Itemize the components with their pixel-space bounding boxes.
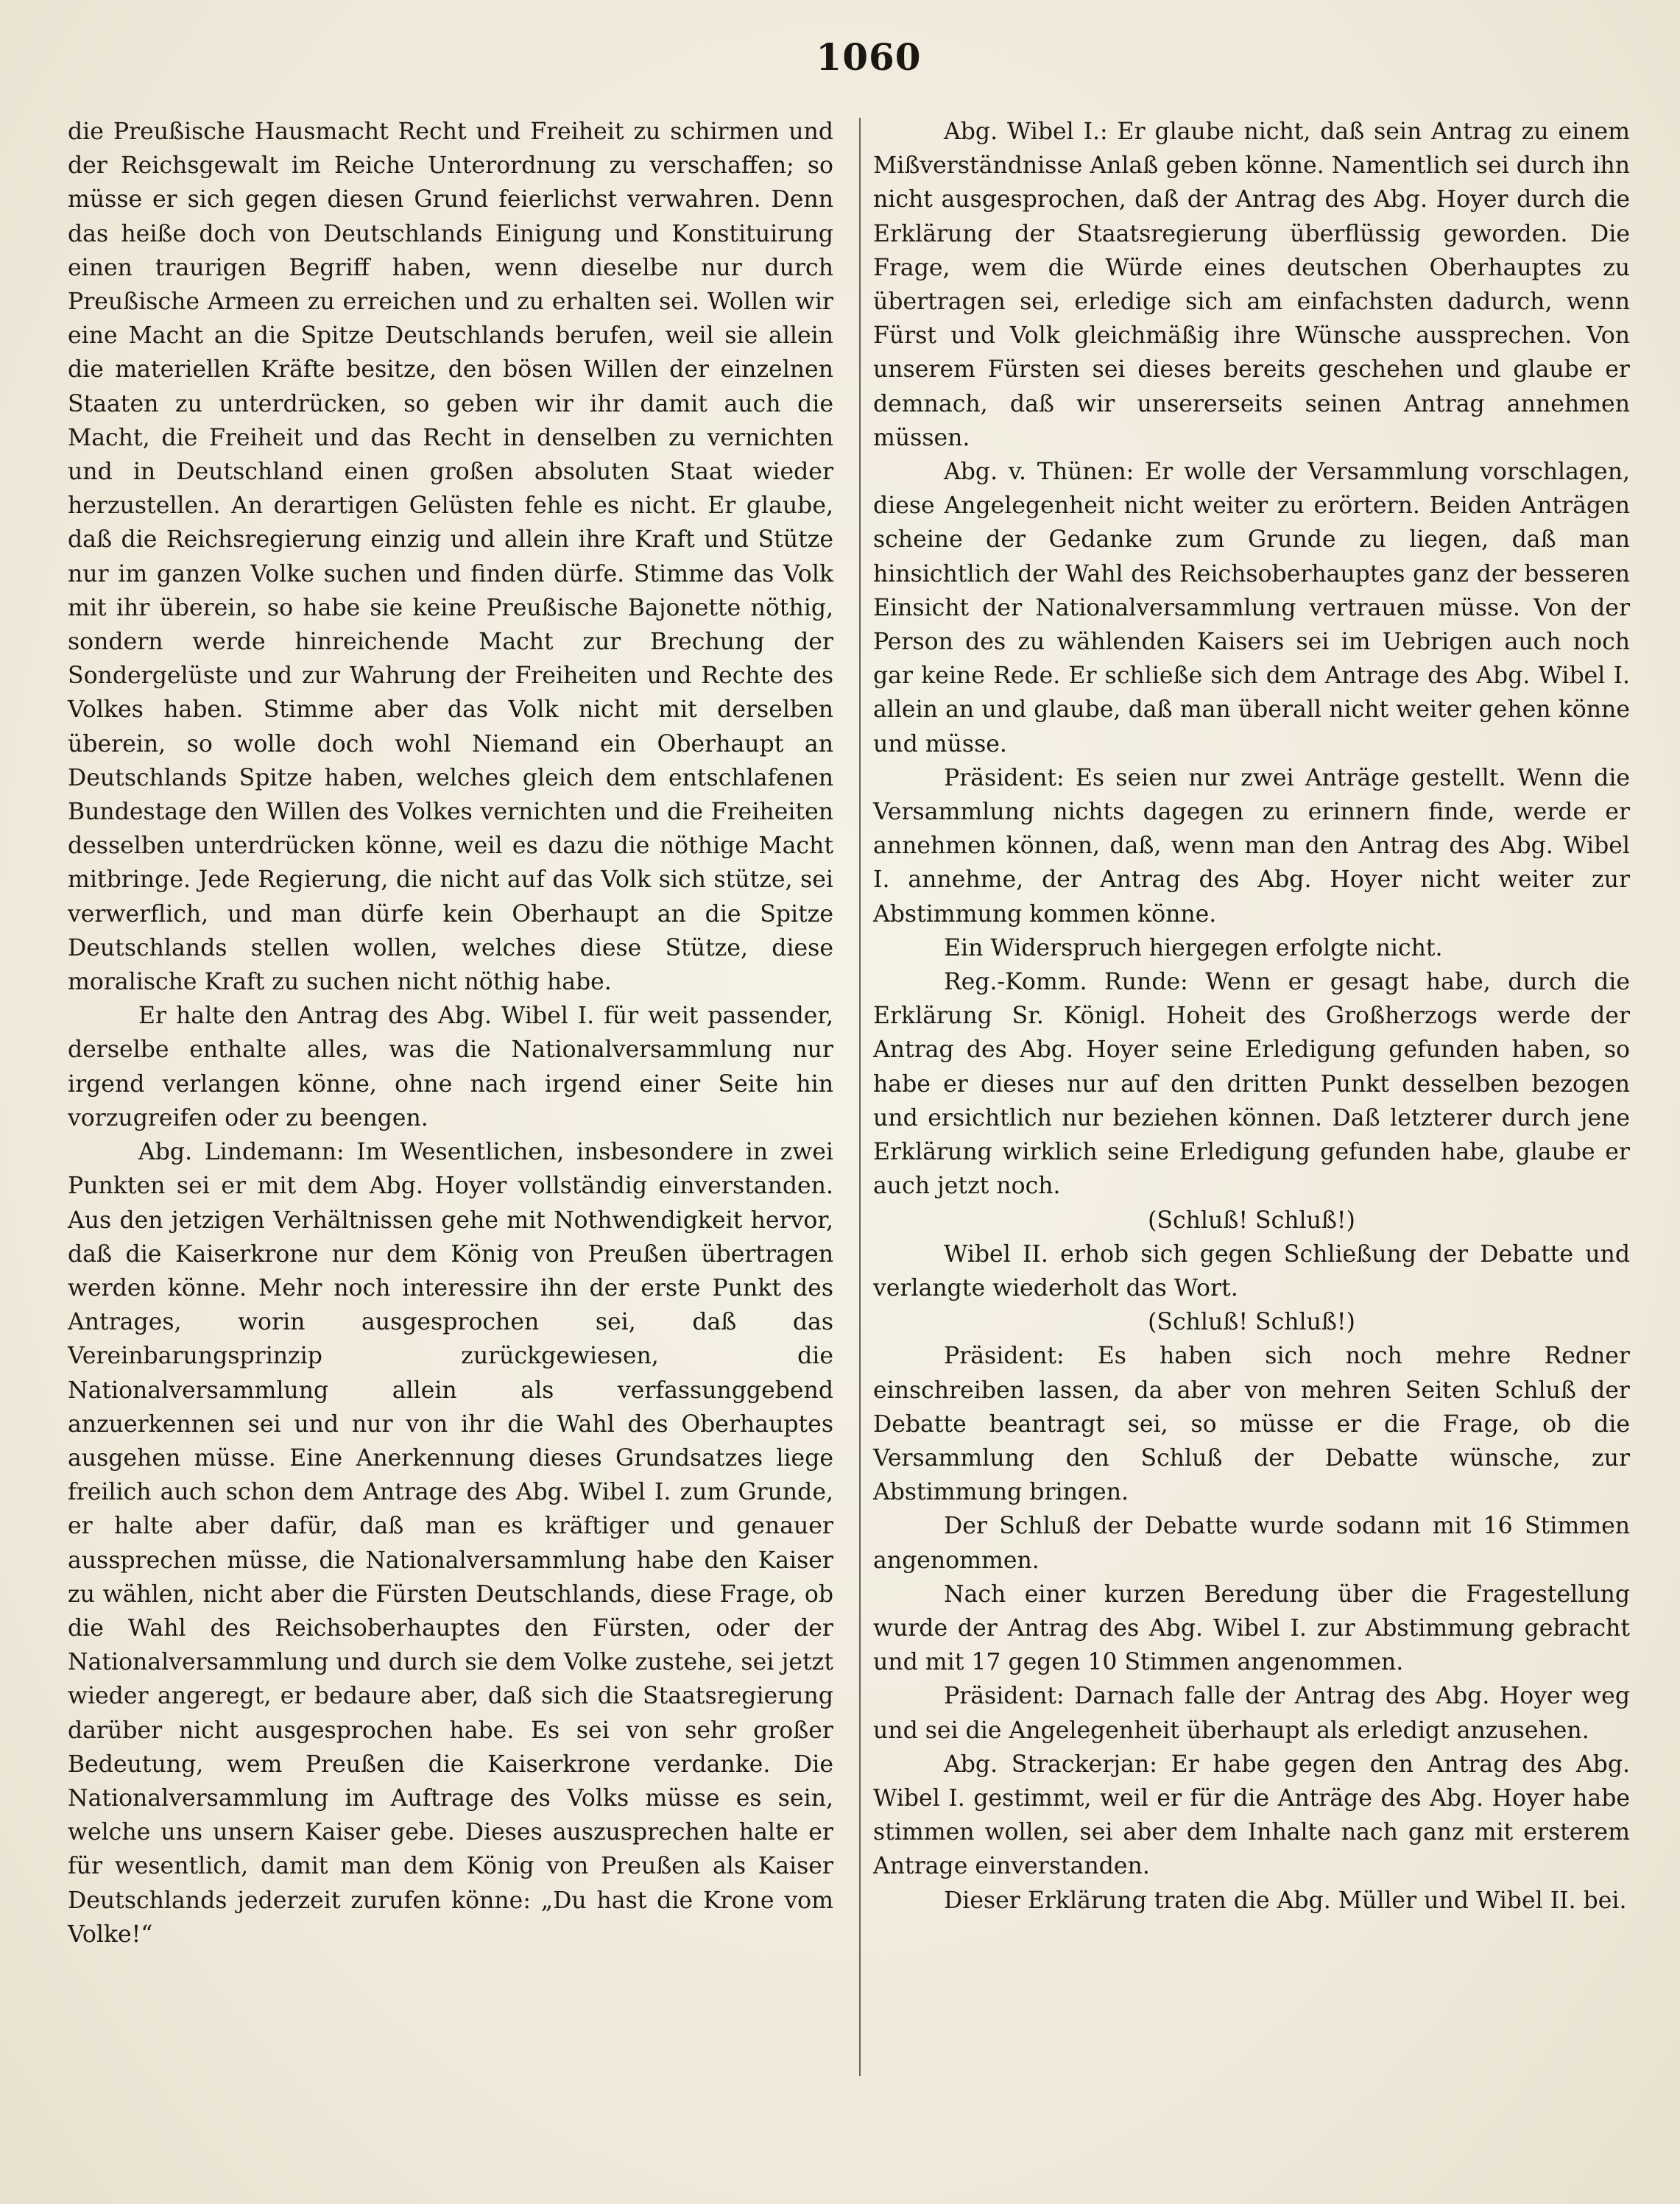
paragraph-right-1: Abg. Wibel I.: Er glaube nicht, daß sein Antrag zu einem Mißverständnisse Anlaß geben könne. Namentlich sei durch ihn nicht ausgesprochen, daß der Antrag des Abg. Hoyer durch die Erklärung der Staatsregierung überflüssig geworden. Die Frage, wem die Würde eines deutschen Oberhauptes zu übertragen sei, erledige sich am einfachsten dadurch, wenn Fürst und Volk gleichmäßig ihre Wünsche aussprechen. Von unserem Fürsten sei dieses bereits geschehen und glaube er demnach, daß wir unsererseits seinen Antrag annehmen müssen. <box>873 119 1630 451</box>
page-number: 1060 <box>816 35 922 79</box>
paragraph-right-4: Ein Widerspruch hiergegen erfolgte nicht. <box>944 934 1443 961</box>
paragraph-right-10: Der Schluß der Debatte wurde sodann mit 16 Stimmen angenommen. <box>873 1513 1630 1574</box>
paragraph-right-14: Dieser Erklärung traten die Abg. Müller und Wibel II. bei. <box>944 1887 1627 1914</box>
paragraph-right-9: Präsident: Es haben sich noch mehre Redner einschreiben lassen, da aber von mehren Seiten Schluß der Debatte beantragt sei, so müsse er die Frage, ob die Versammlung den Schluß der Debatte wünsche, zur Abstimmung bringen. <box>873 1343 1630 1506</box>
column-divider <box>859 118 861 2076</box>
paragraph-left-2: Er halte den Antrag des Abg. Wibel I. für weit passender, derselbe enthalte alles, was die Nationalversammlung nur irgend verlangen könne, ohne nach irgend einer Seite hin vorzugreifen oder zu beengen. <box>68 1003 833 1131</box>
interjection-1: (Schluß! Schluß!) <box>1148 1207 1355 1234</box>
paragraph-right-12: Präsident: Darnach falle der Antrag des Abg. Hoyer weg und sei die Angelegenheit überhaupt als erledigt anzusehen. <box>873 1683 1630 1744</box>
paragraph-right-11: Nach einer kurzen Beredung über die Fragestellung wurde der Antrag des Abg. Wibel I. zur Abstimmung gebracht und mit 17 gegen 10 Stimmen angenommen. <box>873 1580 1630 1676</box>
paragraph-right-2: Abg. v. Thünen: Er wolle der Versammlung vorschlagen, diese Angelegenheit nicht weiter zu erörtern. Beiden Anträgen scheine der Gedanke zum Grunde zu liegen, daß man hinsichtlich der Wahl des Reichsoberhauptes ganz der besseren Einsicht der Nationalversammlung vertrauen müsse. Von der Person des zu wählenden Kaisers sei im Uebrigen auch noch gar keine Rede. Er schließe sich dem Antrage des Abg. Wibel I. allein an und glaube, daß man überall nicht weiter gehen könne und müsse. <box>873 459 1630 757</box>
paragraph-right-3: Präsident: Es seien nur zwei Anträge gestellt. Wenn die Versammlung nichts dagegen zu erinnern finde, werde er annehmen können, daß, wenn man den Antrag des Abg. Wibel I. annehme, der Antrag des Abg. Hoyer nicht weiter zur Abstimmung kommen könne. <box>873 764 1630 928</box>
left-column <box>68 115 833 1952</box>
right-column <box>873 115 1630 1918</box>
paragraph-right-13: Abg. Strackerjan: Er habe gegen den Antrag des Abg. Wibel I. gestimmt, weil er für die Anträge des Abg. Hoyer habe stimmen wollen, sei aber dem Inhalte nach ganz mit ersterem Antrage einverstanden. <box>873 1751 1630 1880</box>
paragraph-left-3: Abg. Lindemann: Im Wesentlichen, insbesondere in zwei Punkten sei er mit dem Abg. Hoyer vollständig einverstanden. Aus den jetzigen Verhältnissen gehe mit Nothwendigkeit hervor, daß die Kaiserkrone nur dem König von Preußen übertragen werden könne. Mehr noch interessire ihn der erste Punkt des Antrages, worin ausgesprochen sei, daß das Vereinbarungsprinzip zurückgewiesen, die Nationalversammlung allein als verfassunggebend anzuerkennen sei und nur von ihr die Wahl des Oberhauptes ausgehen müsse. Eine Anerkennung dieses Grundsatzes liege freilich auch schon dem Antrage des Abg. Wibel I. zum Grunde, er halte aber dafür, daß man es kräftiger und genauer aussprechen müsse, die Nationalversammlung habe den Kaiser zu wählen, nicht aber die Fürsten Deutschlands, diese Frage, ob die Wahl des Reichsoberhauptes den Fürsten, oder der Nationalversammlung und durch sie dem Volke zustehe, sei jetzt wieder angeregt, er bedaure aber, daß sich die Staatsregierung darüber nicht ausgesprochen habe. Es sei von sehr großer Bedeutung, wem Preußen die Kaiserkrone verdanke. Die Nationalversammlung im Auftrage des Volks müsse es sein, welche uns unsern Kaiser gebe. Dieses auszusprechen halte er für wesentlich, damit man dem König von Preußen als Kaiser Deutschlands jederzeit zurufen könne: „Du hast die Krone vom Volke!“ <box>68 1139 833 1948</box>
paragraph-left-1: die Preußische Hausmacht Recht und Freiheit zu schirmen und der Reichsgewalt im Reiche Unterordnung zu verschaffen; so müsse er sich gegen diesen Grund feierlichst verwahren. Denn das heiße doch von Deutschlands Einigung und Konstituirung einen traurigen Begriff haben, wenn dieselbe nur durch Preußische Armeen zu erreichen und zu erhalten sei. Wollen wir eine Macht an die Spitze Deutschlands berufen, weil sie allein die materiellen Kräfte besitze, den bösen Willen der einzelnen Staaten zu unterdrücken, so geben wir ihr damit auch die Macht, die Freiheit und das Recht in denselben zu vernichten und in Deutschland einen großen absoluten Staat wieder herzustellen. An derartigen Gelüsten fehle es nicht. Er glaube, daß die Reichsregierung einzig und allein ihre Kraft und Stütze nur im ganzen Volke suchen und finden dürfe. Stimme das Volk mit ihr überein, so habe sie keine Preußische Bajonette nöthig, sondern werde hinreichende Macht zur Brechung der Sondergelüste und zur Wahrung der Freiheiten und Rechte des Volkes haben. Stimme aber das Volk nicht mit derselben überein, so wolle doch wohl Niemand ein Oberhaupt an Deutschlands Spitze haben, welches gleich dem entschlafenen Bundestage den Willen des Volkes vernichten und die Freiheiten desselben unterdrücken könne, weil es dazu die nöthige Macht mitbringe. Jede Regierung, die nicht auf das Volk sich stütze, sei verwerflich, und man dürfe kein Oberhaupt an die Spitze Deutschlands stellen wollen, welches diese Stütze, diese moralische Kraft zu suchen nicht nöthig habe. <box>68 119 833 996</box>
paragraph-right-7: Wibel II. erhob sich gegen Schließung der Debatte und verlangte wiederholt das Wort. <box>873 1240 1630 1301</box>
paragraph-right-5: Reg.-Komm. Runde: Wenn er gesagt habe, durch die Erklärung Sr. Königl. Hoheit des Großherzogs werde der Antrag des Abg. Hoyer seine Erledigung gefunden haben, so habe er dieses nur auf den dritten Punkt desselben bezogen und ersichtlich nur beziehen können. Daß letzterer durch jene Erklärung wirklich seine Erledigung gefunden habe, glaube er auch jetzt noch. <box>873 969 1630 1200</box>
interjection-2: (Schluß! Schluß!) <box>1148 1309 1355 1336</box>
